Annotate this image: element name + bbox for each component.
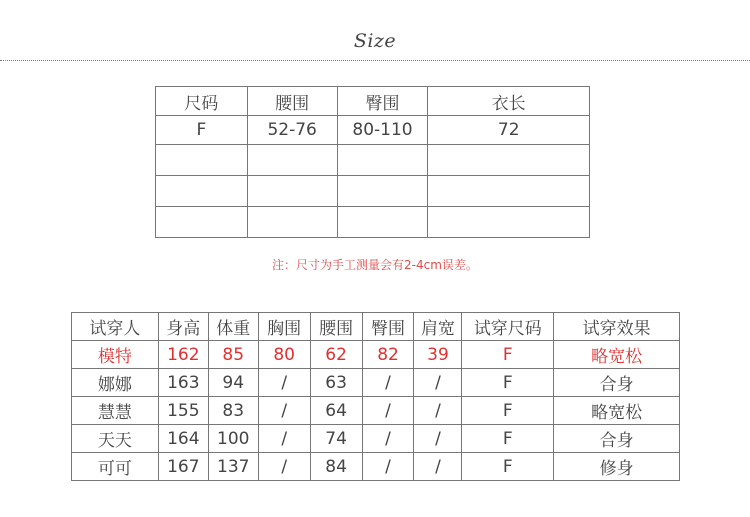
fit-cell: 164 [158, 425, 208, 453]
size-table [155, 86, 590, 238]
size-cell [337, 145, 428, 176]
fit-cell: 84 [310, 453, 362, 481]
size-header-cell: 衣长 [428, 87, 590, 116]
table-row [156, 116, 590, 145]
fit-cell: 85 [208, 341, 258, 369]
fit-cell: 模特 [72, 341, 159, 369]
fit-cell: 155 [158, 397, 208, 425]
fit-cell: 64 [310, 397, 362, 425]
fit-cell: 83 [208, 397, 258, 425]
fit-cell: 162 [158, 341, 208, 369]
size-cell: F [156, 116, 248, 145]
size-cell: 52-76 [247, 116, 337, 145]
size-cell [337, 176, 428, 207]
size-cell [156, 207, 248, 238]
fit-cell: / [258, 369, 310, 397]
fit-cell: F [462, 341, 554, 369]
fit-cell: / [362, 425, 414, 453]
fit-cell: 合身 [554, 369, 680, 397]
size-cell [428, 145, 590, 176]
fit-cell: / [414, 425, 462, 453]
size-cell [156, 176, 248, 207]
size-cell [156, 145, 248, 176]
size-header-cell: 臀围 [337, 87, 428, 116]
fit-cell: 娜娜 [72, 369, 159, 397]
table-row [156, 176, 590, 207]
fit-cell: 39 [414, 341, 462, 369]
fit-cell: / [258, 397, 310, 425]
size-table-header-row [156, 87, 590, 116]
fit-cell: 略宽松 [554, 341, 680, 369]
fit-cell: 慧慧 [72, 397, 159, 425]
fit-cell: 合身 [554, 425, 680, 453]
size-cell [428, 207, 590, 238]
page-title: Size [353, 30, 397, 52]
fit-header-cell: 试穿尺码 [462, 313, 554, 341]
size-cell [247, 176, 337, 207]
fit-cell: 80 [258, 341, 310, 369]
fit-cell: 63 [310, 369, 362, 397]
fit-cell: F [462, 397, 554, 425]
fit-cell: F [462, 369, 554, 397]
fit-cell: / [414, 453, 462, 481]
fit-cell: F [462, 453, 554, 481]
size-cell [337, 207, 428, 238]
dotted-divider [0, 60, 750, 61]
size-header-cell: 腰围 [247, 87, 337, 116]
table-row [156, 207, 590, 238]
size-cell: 72 [428, 116, 590, 145]
table-row-model [72, 341, 680, 369]
table-row [72, 425, 680, 453]
fit-cell: / [362, 369, 414, 397]
size-cell: 80-110 [337, 116, 428, 145]
fit-header-cell: 肩宽 [414, 313, 462, 341]
fit-cell: / [258, 425, 310, 453]
fit-cell: 137 [208, 453, 258, 481]
fit-cell: 62 [310, 341, 362, 369]
fit-cell: 74 [310, 425, 362, 453]
fit-cell: / [362, 397, 414, 425]
fit-cell: 可可 [72, 453, 159, 481]
fit-header-cell: 腰围 [310, 313, 362, 341]
fit-header-cell: 试穿人 [72, 313, 159, 341]
fit-cell: 略宽松 [554, 397, 680, 425]
table-row [72, 369, 680, 397]
measurement-note: 注：尺寸为手工测量会有2-4cm误差。 [272, 258, 478, 272]
fit-cell: 修身 [554, 453, 680, 481]
fit-header-cell: 身高 [158, 313, 208, 341]
fit-cell: 82 [362, 341, 414, 369]
fit-cell: 167 [158, 453, 208, 481]
table-row [72, 397, 680, 425]
fit-cell: 94 [208, 369, 258, 397]
fit-cell: / [414, 369, 462, 397]
fit-cell: / [362, 453, 414, 481]
size-cell [428, 176, 590, 207]
fit-table-header-row [72, 313, 680, 341]
fit-header-cell: 试穿效果 [554, 313, 680, 341]
table-row [156, 145, 590, 176]
fit-header-cell: 胸围 [258, 313, 310, 341]
size-cell [247, 207, 337, 238]
size-header-cell: 尺码 [156, 87, 248, 116]
fit-cell: 163 [158, 369, 208, 397]
fit-cell: 天天 [72, 425, 159, 453]
table-row [72, 453, 680, 481]
fit-table [71, 312, 680, 481]
fit-cell: / [414, 397, 462, 425]
fit-header-cell: 体重 [208, 313, 258, 341]
fit-cell: F [462, 425, 554, 453]
fit-cell: / [258, 453, 310, 481]
fit-header-cell: 臀围 [362, 313, 414, 341]
fit-cell: 100 [208, 425, 258, 453]
size-cell [247, 145, 337, 176]
